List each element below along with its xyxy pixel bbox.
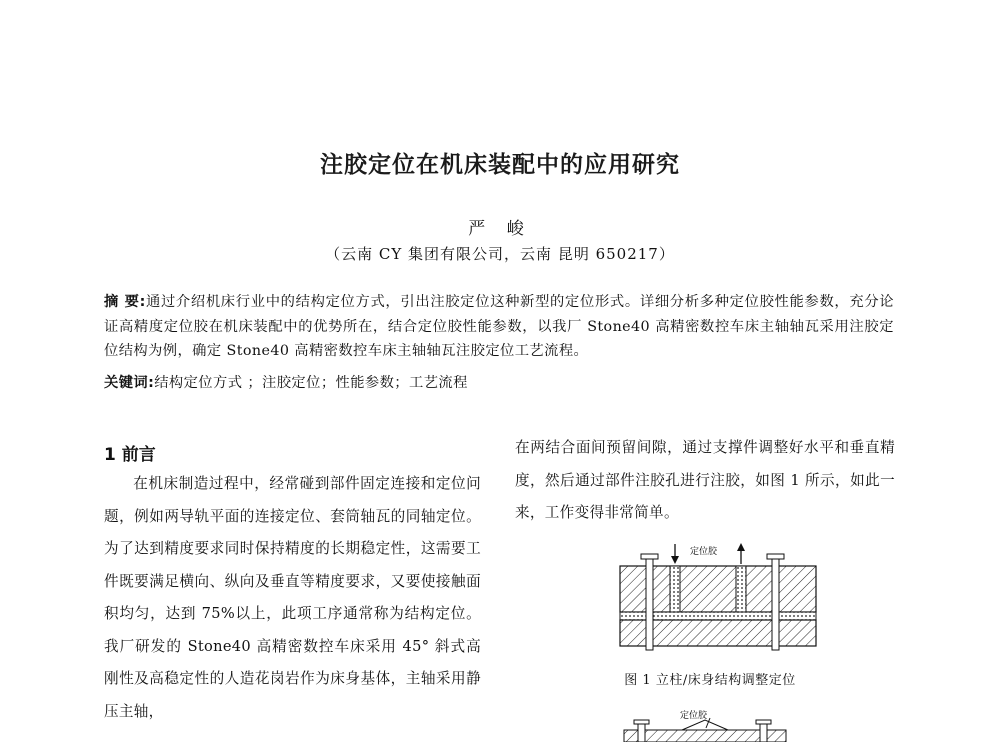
keywords-text: 结构定位方式 ；注胶定位；性能参数；工艺流程: [154, 375, 468, 391]
figure-2-diagram: [620, 708, 790, 742]
figure-1-diagram: [612, 542, 822, 654]
section-heading: 1 前言: [104, 445, 156, 465]
author-name: 严 峻: [468, 219, 532, 239]
abstract-text: 通过介绍机床行业中的结构定位方式，引出注胶定位这种新型的定位形式。详细分析多种定位胶性能参数，充分论证高精度定位胶在机床装配中的优势所在，结合定位胶性能参数，以我厂 Stone40 高精密数控车床主轴轴瓦采用注胶定位结构为例，确定 Stone40 高精密数控车床主轴轴瓦注胶定位工艺流程。: [104, 294, 894, 359]
left-column-text: 在机床制造过程中，经常碰到部件固定连接和定位问题，例如两导轨平面的连接定位、套筒轴瓦的同轴定位。为了达到精度要求同时保持精度的长期稳定性，这需要工件既要满足横向、纵向及垂直等精度要求，又要使接触面积均匀，达到 75%以上，此项工序通常称为结构定位。我厂研发的 Stone40 高精密数控车床采用 45° 斜式高刚性及高稳定性的人造花岗岩作为床身基体，主轴采用静压主轴，: [104, 475, 481, 720]
abstract-block: [104, 290, 894, 364]
figure-1-caption: 图 1 立柱/床身结构调整定位: [624, 673, 796, 688]
author-affiliation: （云南 CY 集团有限公司，云南 昆明 650217）: [325, 245, 675, 263]
keywords-label: 关键词:: [104, 375, 155, 391]
figure-2-label: 定位胶: [680, 711, 708, 721]
right-column-text: 在两结合面间预留间隙，通过支撑件调整好水平和垂直精度，然后通过部件注胶孔进行注胶，如图 1 所示，如此一来，工作变得非常简单。: [515, 439, 895, 521]
keywords-block: [104, 372, 894, 392]
page-title: 注胶定位在机床装配中的应用研究: [320, 152, 680, 178]
figure-1-label: 定位胶: [690, 547, 718, 557]
abstract-label: 摘 要:: [104, 294, 146, 310]
